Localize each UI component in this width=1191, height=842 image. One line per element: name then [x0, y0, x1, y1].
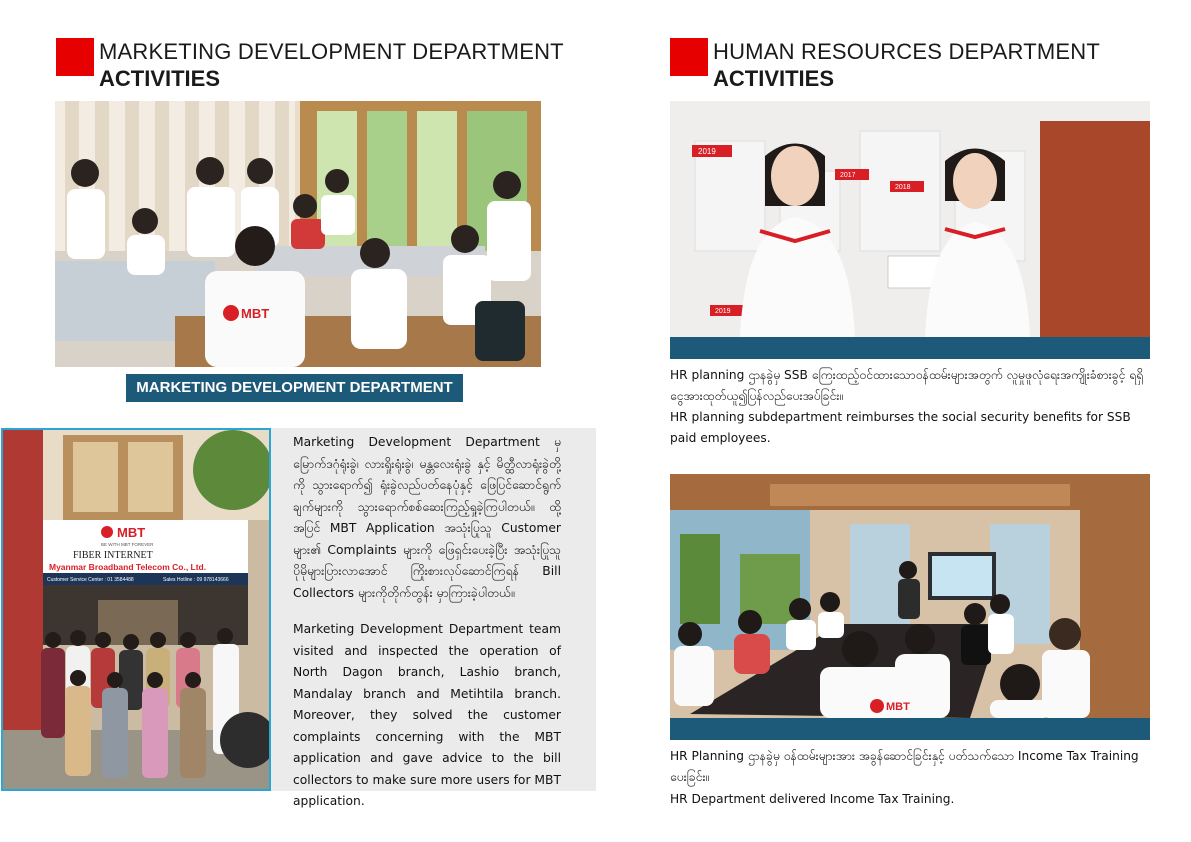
- hr-income-tax-training-photo: [670, 474, 1150, 718]
- hr-photo2-caption-bar: [670, 718, 1150, 740]
- right-heading-line1: HUMAN RESOURCES DEPARTMENT: [713, 39, 1100, 64]
- wall-year-label-a: 2019: [698, 147, 716, 156]
- hr-shirt-logo-text: MBT: [886, 701, 910, 713]
- storefront-sign-line1: FIBER INTERNET: [73, 550, 153, 561]
- hr-heading-accent-square: [670, 38, 708, 76]
- heading-accent-square: [56, 38, 94, 76]
- storefront-customer-service: Customer Service Center : 01 3584488: [47, 577, 134, 583]
- storefront-sales-hotline: Sales Hotline : 09 978143666: [163, 577, 229, 583]
- storefront-logo-text: MBT: [117, 525, 146, 540]
- hr-caption2-english: HR Department delivered Income Tax Training.: [670, 792, 955, 806]
- marketing-paragraph-english: Marketing Development Department team visited and inspected the operation of North Dagon branch, Lashio branch, Mandalay branch and Metihtila branch. Moreover, they solved the customer complaints concerning with the MBT application and gave advice to the bill collectors to make sure more users for MBT application.: [293, 622, 561, 808]
- wall-year-label-c: 2018: [895, 184, 911, 191]
- shirt-logo-text: MBT: [241, 306, 270, 321]
- wall-year-label-d: 2019: [715, 308, 731, 315]
- marketing-office-photo: [55, 101, 541, 367]
- marketing-photo-caption: MARKETING DEVELOPMENT DEPARTMENT: [126, 374, 463, 402]
- hr-photo1-caption-bar: [670, 337, 1150, 359]
- hr-caption1-english: HR planning subdepartment reimburses the social security benefits for SSB paid employees.: [670, 410, 1131, 445]
- hr-caption2-myanmar: HR Planning ဌာနခွဲမှ ဝန်ထမ်းများအား အခွန်ဆောင်ခြင်းနှင့် ပတ်သက်သော Income Tax Training ပေးခြင်း။: [670, 749, 1139, 784]
- hr-caption1-myanmar: HR planning ဌာနခွဲမှ SSB ကြေးထည့်ဝင်ထားသောဝန်ထမ်းများအတွက် လူမှုဖူလုံရေးအကျိုးခံစားခွင့် ရရှိငွေအားထုတ်ယူ၍ပြန်လည်ပေးအပ်ခြင်း။: [670, 368, 1144, 403]
- marketing-paragraph-myanmar: Marketing Development Department မှ မြောက်ဒဂုံရုံးခွဲ၊ လားရှိုးရုံးခွဲ၊ မန္တလေးရုံးခွဲ နှင့် မိတ္ထီလာရုံးခွဲတို့ကို သွားရောက်၍ ရုံးခွဲလည်ပတ်နေပုံနှင့် ဖြေပြင်ဆောင်ရွက်ချက်များကို သွားရောက်စစ်ဆေးကြည့်ရှုခဲ့ကြပါတယ်။ ထို့အပြင် MBT Application အသုံးပြုသူ Customer များ၏ Complaints များကို ဖြေရှင်းပေးခဲ့ပြီး အသုံးပြုသူပိုမိုများပြားလာအောင် ကြိုးစားလုပ်ဆောင်ကြရန် Bill Collectors များကိုတိုက်တွန်း မှာကြားခဲ့ပါတယ်။: [293, 435, 561, 600]
- storefront-sign-line2: Myanmar Broadband Telecom Co., Ltd.: [49, 562, 207, 572]
- right-heading-line2: ACTIVITIES: [713, 66, 835, 91]
- left-heading-line2: ACTIVITIES: [99, 66, 221, 91]
- left-heading-line1: MARKETING DEVELOPMENT DEPARTMENT: [99, 39, 564, 64]
- wall-year-label-b: 2017: [840, 172, 856, 179]
- storefront-tagline: BE WITH MBT FOREVER: [101, 542, 154, 547]
- hr-ssb-benefit-photo: [670, 101, 1150, 337]
- branch-storefront-photo: [1, 428, 271, 791]
